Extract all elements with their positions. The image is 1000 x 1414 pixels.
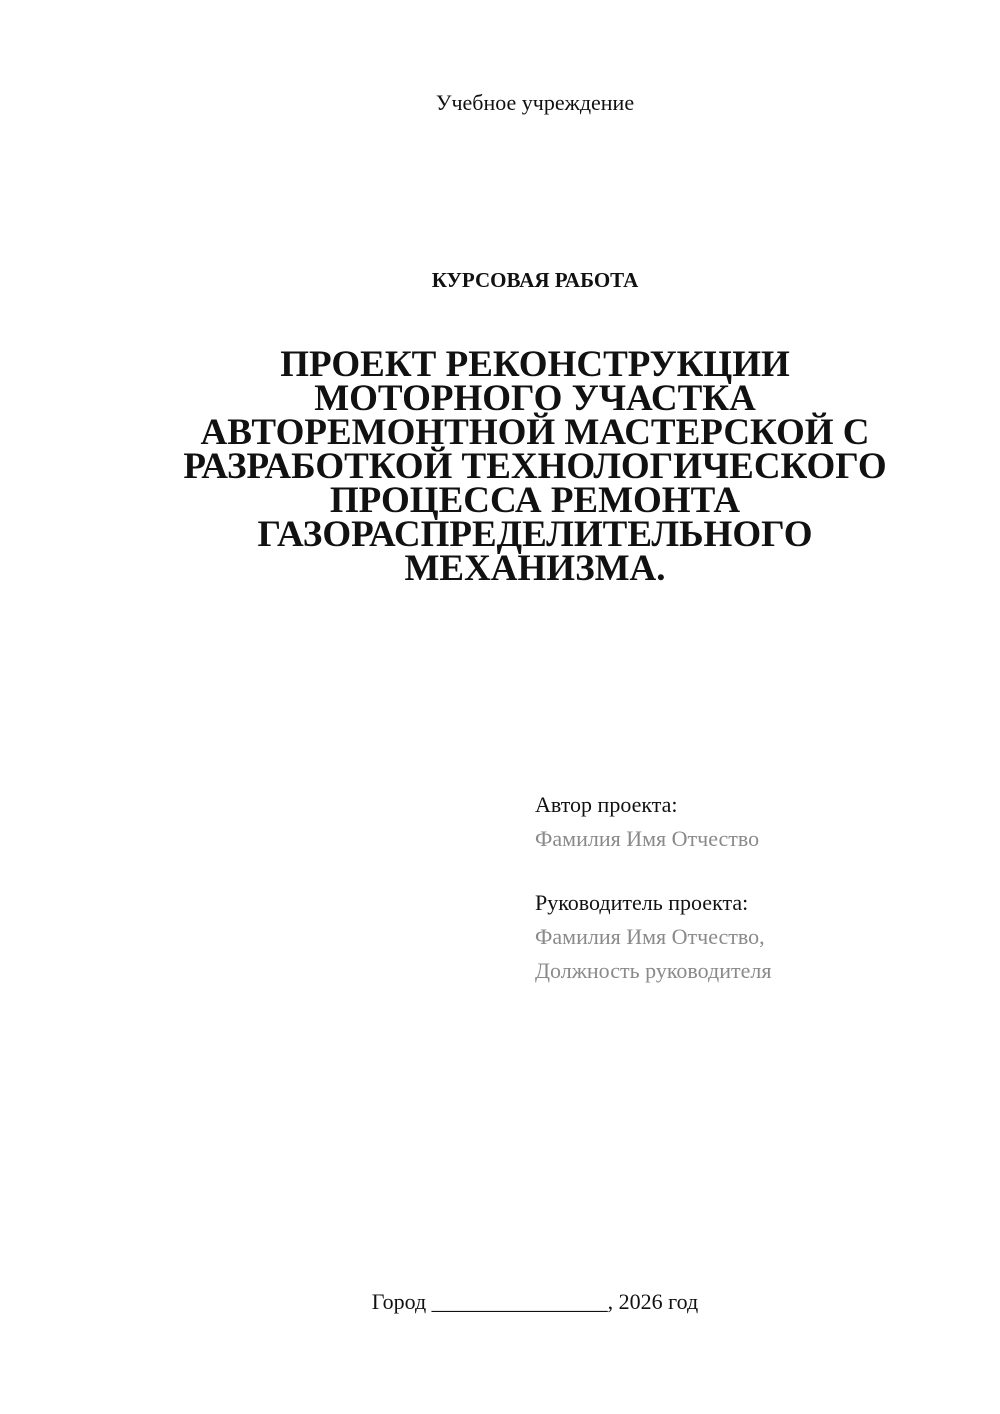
title-line: ПРОЦЕССА РЕМОНТА <box>329 480 741 521</box>
title-line: ГАЗОРАСПРЕДЕЛИТЕЛЬНОГО <box>257 514 813 555</box>
project-title <box>100 344 970 589</box>
title-line: РАЗРАБОТКОЙ ТЕХНОЛОГИЧЕСКОГО <box>183 446 887 487</box>
title-line: МОТОРНОГО УЧАСТКА <box>314 378 756 419</box>
title-line: АВТОРЕМОНТНОЙ МАСТЕРСКОЙ С <box>200 412 870 453</box>
supervisor-name: Фамилия Имя Отчество, <box>535 924 765 949</box>
supervisor-position: Должность руководителя <box>535 958 772 983</box>
document-type: КУРСОВАЯ РАБОТА <box>431 268 639 292</box>
city-year-line: Город ________________, 2026 год <box>371 1289 699 1314</box>
credits-block <box>535 788 975 988</box>
title-line: МЕХАНИЗМА. <box>404 548 666 589</box>
spacer <box>535 856 975 886</box>
author-name: Фамилия Имя Отчество <box>535 826 760 851</box>
supervisor-label: Руководитель проекта: <box>535 890 749 915</box>
author-label: Автор проекта: <box>535 792 678 817</box>
institution-name: Учебное учреждение <box>435 90 635 115</box>
title-line: ПРОЕКТ РЕКОНСТРУКЦИИ <box>280 344 790 385</box>
